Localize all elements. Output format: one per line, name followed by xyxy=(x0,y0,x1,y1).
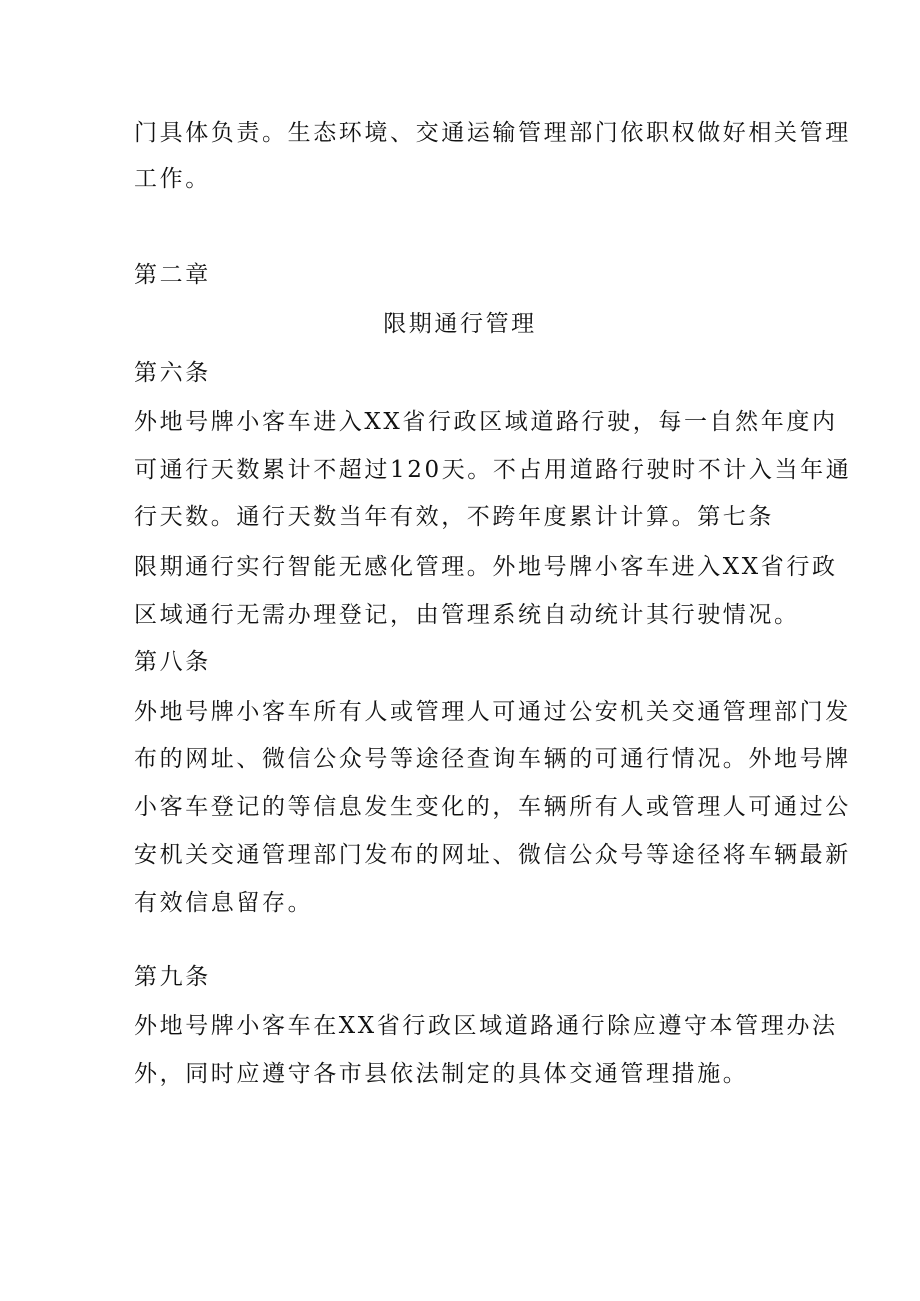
article-9-heading: 第九条 xyxy=(134,964,211,990)
article-8-line-5: 有效信息留存。 xyxy=(134,890,314,916)
article-7-line-2: 区域通行无需办理登记，由管理系统自动统计其行驶情况。 xyxy=(134,602,800,628)
chapter-label: 第二章 xyxy=(134,262,211,288)
article-9-line-2: 外，同时应遵守各市县依法制定的具体交通管理措施。 xyxy=(134,1061,749,1087)
intro-line-2: 工作。 xyxy=(134,166,211,192)
article-9-line-1: 外地号牌小客车在XX省行政区域道路通行除应遵守本管理办法 xyxy=(134,1013,838,1039)
article-6-heading: 第六条 xyxy=(134,360,211,386)
article-8-line-2: 布的网址、微信公众号等途径查询车辆的可通行情况。外地号牌 xyxy=(134,746,851,772)
article-6-line-2: 可通行天数累计不超过120天。不占用道路行驶时不计入当年通 xyxy=(134,457,852,483)
intro-line-1: 门具体负责。生态环境、交通运输管理部门依职权做好相关管理 xyxy=(134,120,851,146)
article-8-line-3: 小客车登记的等信息发生变化的，车辆所有人或管理人可通过公 xyxy=(134,794,851,820)
article-7-line-1: 限期通行实行智能无感化管理。外地号牌小客车进入XX省行政 xyxy=(134,554,838,580)
article-6-line-1: 外地号牌小客车进入XX省行政区域道路行驶，每一自然年度内 xyxy=(134,409,838,435)
article-6-line-3: 行天数。通行天数当年有效，不跨年度累计计算。第七条 xyxy=(134,504,774,530)
chapter-title: 限期通行管理 xyxy=(383,311,537,337)
article-8-line-4: 安机关交通管理部门发布的网址、微信公众号等途径将车辆最新 xyxy=(134,842,851,868)
article-8-heading: 第八条 xyxy=(134,649,211,675)
article-8-line-1: 外地号牌小客车所有人或管理人可通过公安机关交通管理部门发 xyxy=(134,699,851,725)
